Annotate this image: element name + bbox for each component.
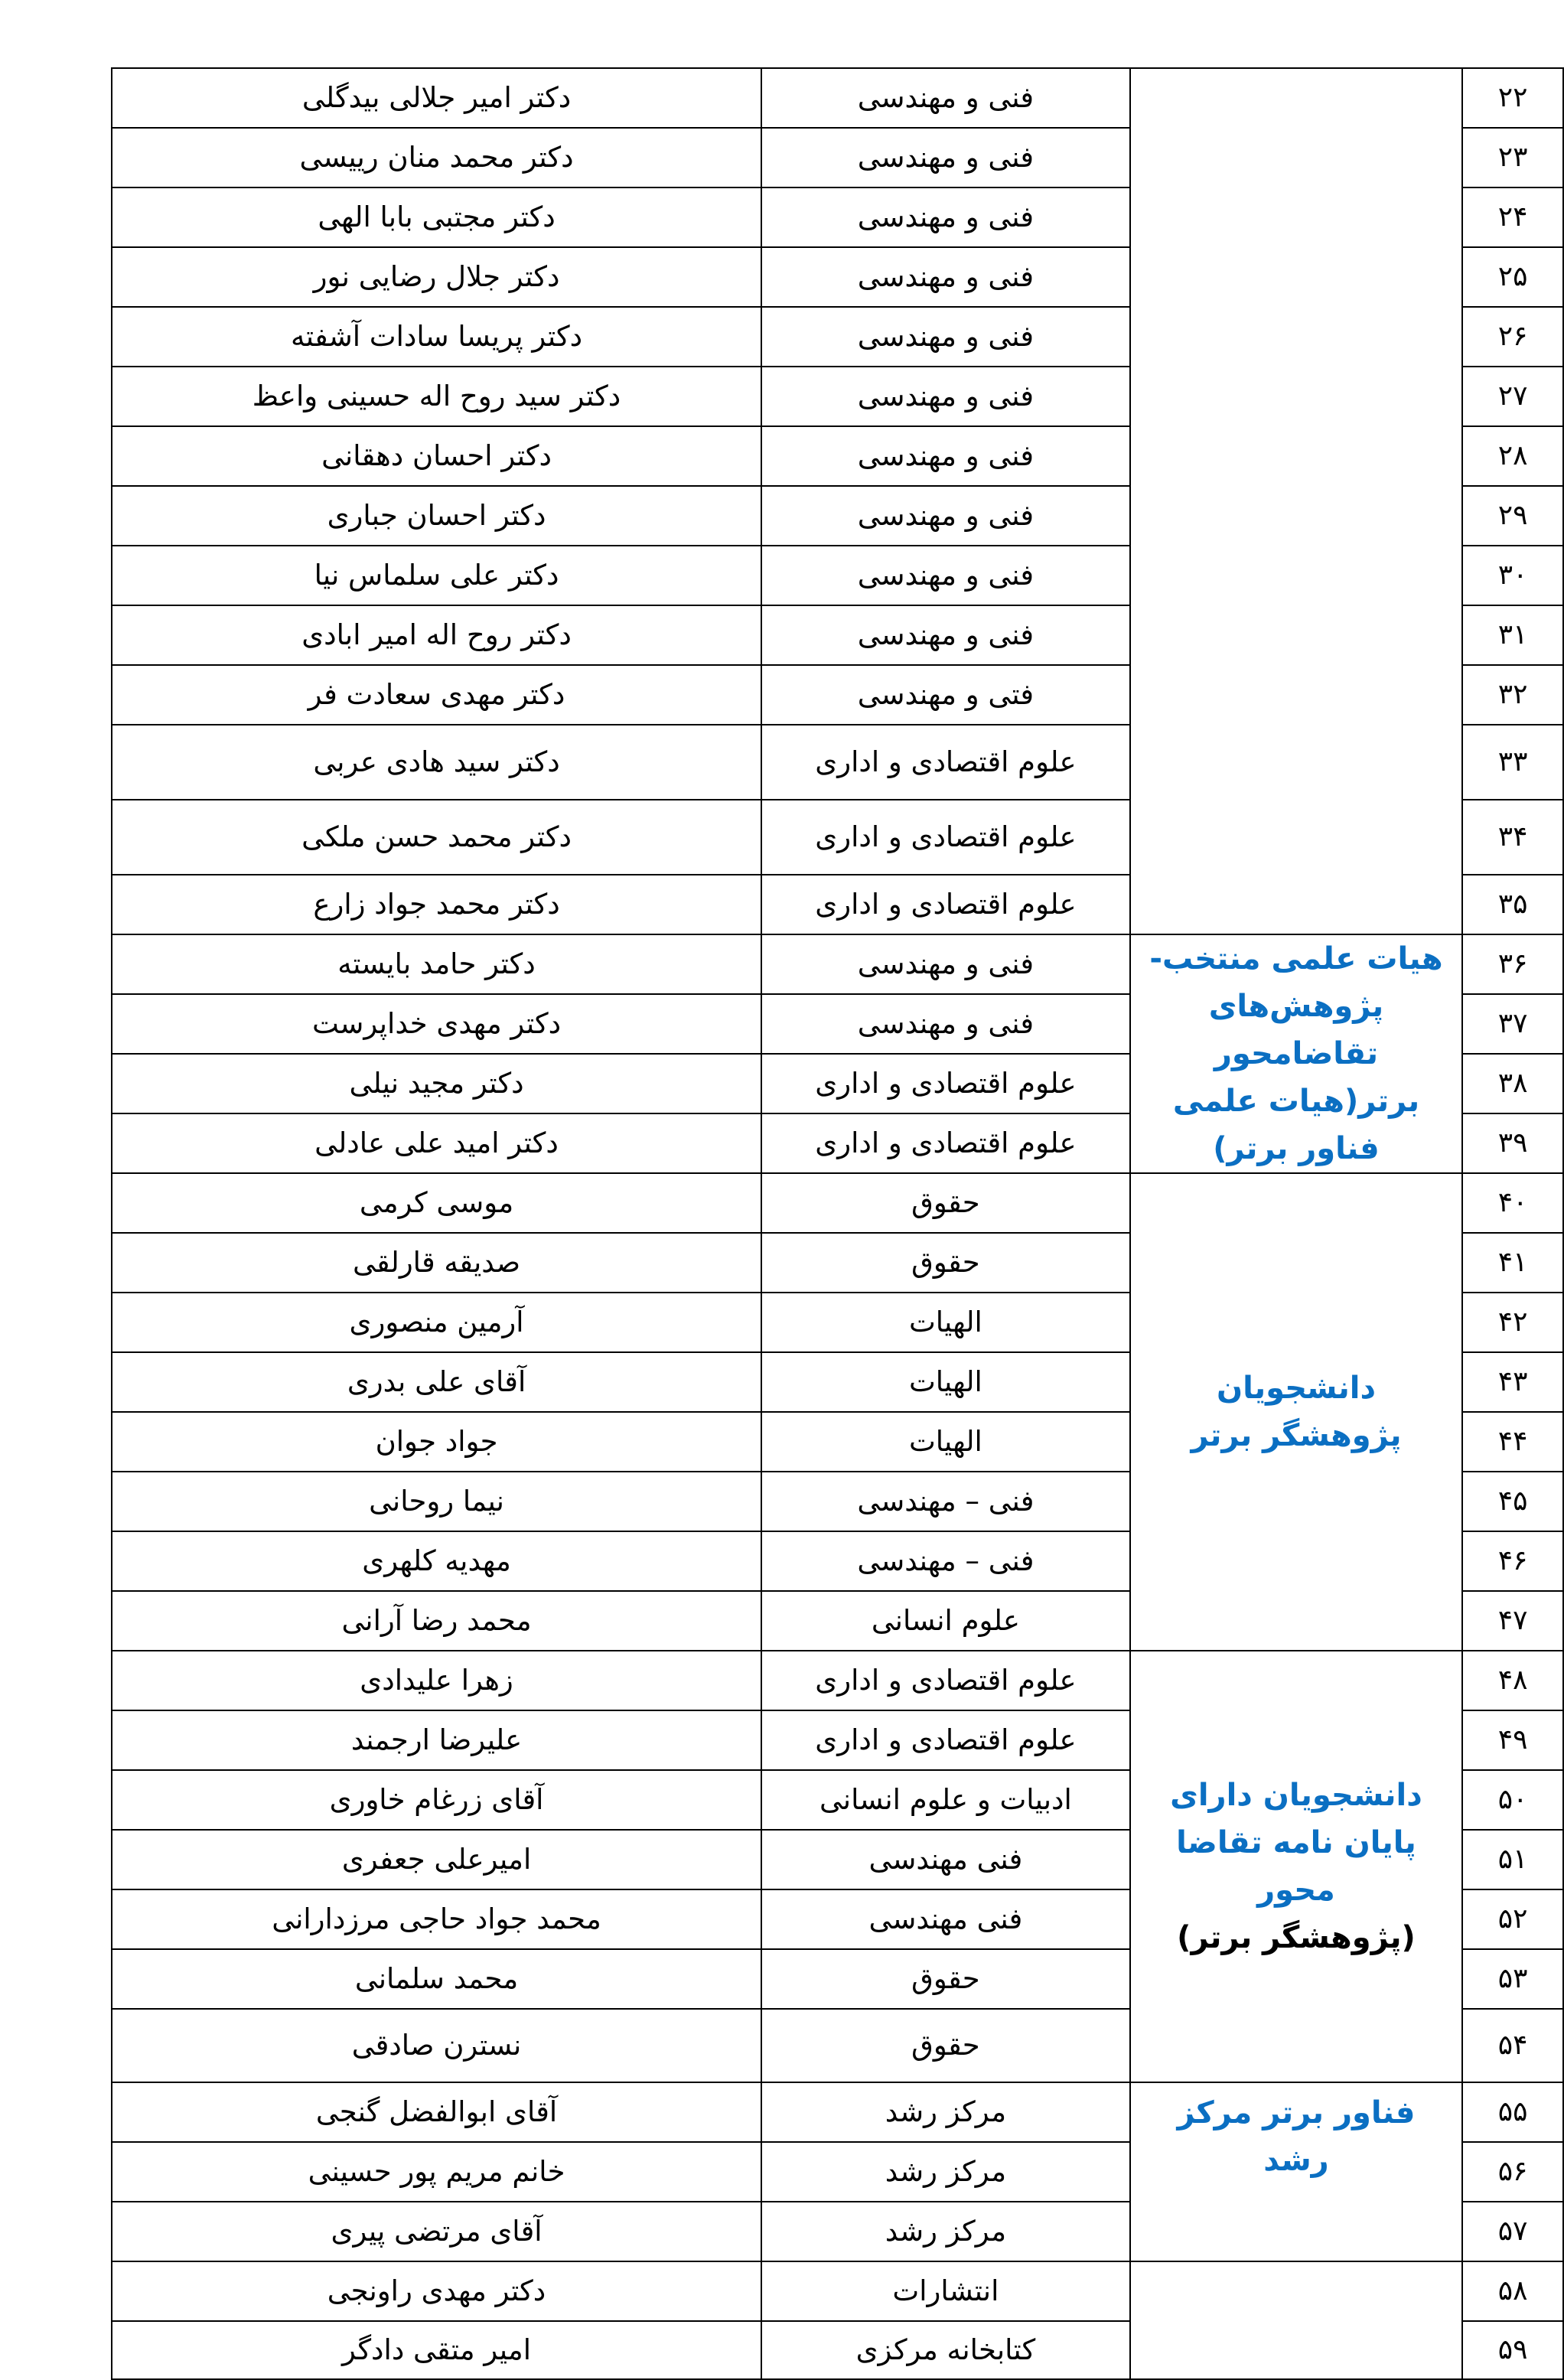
category-label: دانشجویان پژوهشگر برتر (1191, 1371, 1402, 1453)
person-name-cell: دکتر مجتبی بابا الهی (112, 187, 761, 247)
row-number: ۳۵ (1462, 875, 1563, 934)
category-cell-thesis-students (1130, 1651, 1463, 2082)
department-cell: فنی – مهندسی (761, 1531, 1130, 1591)
row-number: ۵۹ (1462, 2321, 1563, 2379)
person-name-cell: دکتر احسان دهقانی (112, 426, 761, 486)
row-number: ۳۴ (1462, 800, 1563, 875)
row-number: ۵۳ (1462, 1949, 1563, 2009)
row-number: ۳۸ (1462, 1054, 1563, 1113)
row-number: ۴۷ (1462, 1591, 1563, 1651)
department-cell: علوم اقتصادی و اداری (761, 1113, 1130, 1173)
person-name-cell: دکتر سید هادی عربی (112, 725, 761, 800)
person-name-cell: محمد سلمانی (112, 1949, 761, 2009)
table-row (112, 2261, 1563, 2321)
category-cell-selected-faculty (1130, 934, 1463, 1173)
department-cell: فنی و مهندسی (761, 546, 1130, 605)
person-name-cell: مهدیه کلهری (112, 1531, 761, 1591)
department-cell: فتی و مهندسی (761, 665, 1130, 725)
row-number: ۴۳ (1462, 1352, 1563, 1412)
person-name-cell: دکتر سید روح اله حسینی واعظ (112, 367, 761, 426)
department-cell: الهیات (761, 1293, 1130, 1352)
department-cell: الهیات (761, 1352, 1130, 1412)
person-name-cell: دکتر مهدی سعادت فر (112, 665, 761, 725)
department-cell: مرکز رشد (761, 2142, 1130, 2202)
row-number: ۳۳ (1462, 725, 1563, 800)
department-cell: الهیات (761, 1412, 1130, 1472)
department-cell: فنی – مهندسی (761, 1472, 1130, 1531)
person-name-cell: آقای مرتضی پیری (112, 2202, 761, 2261)
row-number: ۲۲ (1462, 68, 1563, 128)
row-number: ۲۷ (1462, 367, 1563, 426)
department-cell: حقوق (761, 1173, 1130, 1233)
row-number: ۵۸ (1462, 2261, 1563, 2321)
category-cell-empty (1130, 2261, 1463, 2379)
department-cell: فنی و مهندسی (761, 994, 1130, 1054)
person-name-cell: دکتر مهدی خداپرست (112, 994, 761, 1054)
department-cell: علوم اقتصادی و اداری (761, 800, 1130, 875)
person-name-cell: دکتر روح اله امیر ابادی (112, 605, 761, 665)
category-label-note: (پژوهشگر برتر) (1177, 1920, 1416, 1955)
row-number: ۲۹ (1462, 486, 1563, 546)
person-name-cell: دکتر جلال رضایی نور (112, 247, 761, 307)
category-label: هیات علمی منتخب- پژوهش‌های تقاضامحور برتر(هیات علمی فناور برتر) (1149, 941, 1443, 1166)
category-cell-empty (1130, 68, 1463, 934)
table-row (112, 2082, 1563, 2142)
row-number: ۴۸ (1462, 1651, 1563, 1710)
person-name-cell: آرمین منصوری (112, 1293, 761, 1352)
category-label: فناور برتر مرکز رشد (1177, 2095, 1416, 2178)
department-cell: مرکز رشد (761, 2082, 1130, 2142)
table-row (112, 934, 1563, 994)
row-number: ۵۲ (1462, 1889, 1563, 1949)
person-name-cell: خانم مریم پور حسینی (112, 2142, 761, 2202)
row-number: ۵۱ (1462, 1830, 1563, 1889)
department-cell: علوم اقتصادی و اداری (761, 725, 1130, 800)
row-number: ۵۵ (1462, 2082, 1563, 2142)
department-cell: علوم انسانی (761, 1591, 1130, 1651)
row-number: ۲۸ (1462, 426, 1563, 486)
table-row (112, 1651, 1563, 1710)
department-cell: حقوق (761, 1949, 1130, 2009)
person-name-cell: دکتر مهدی راونجی (112, 2261, 761, 2321)
row-number: ۲۴ (1462, 187, 1563, 247)
department-cell: علوم اقتصادی و اداری (761, 875, 1130, 934)
row-number: ۴۵ (1462, 1472, 1563, 1531)
category-label (1131, 1772, 1462, 1961)
row-number: ۴۰ (1462, 1173, 1563, 1233)
person-name-cell: امیر متقی دادگر (112, 2321, 761, 2379)
person-name-cell: دکتر پریسا سادات آشفته (112, 307, 761, 367)
person-name-cell: نسترن صادقی (112, 2009, 761, 2082)
row-number: ۲۵ (1462, 247, 1563, 307)
department-cell: فنی مهندسی (761, 1889, 1130, 1949)
department-cell: فنی و مهندسی (761, 128, 1130, 187)
person-name-cell: موسی کرمی (112, 1173, 761, 1233)
table-row (112, 68, 1563, 128)
row-number: ۴۲ (1462, 1293, 1563, 1352)
person-name-cell: دکتر احسان جباری (112, 486, 761, 546)
row-number: ۵۴ (1462, 2009, 1563, 2082)
person-name-cell: دکتر علی سلماس نیا (112, 546, 761, 605)
department-cell: حقوق (761, 2009, 1130, 2082)
awardees-table (111, 67, 1564, 2380)
person-name-cell: دکتر حامد بایسته (112, 934, 761, 994)
person-name-cell: آقای زرغام خاوری (112, 1770, 761, 1830)
category-cell-incubator (1130, 2082, 1463, 2261)
person-name-cell: آقای ابوالفضل گنجی (112, 2082, 761, 2142)
row-number: ۲۳ (1462, 128, 1563, 187)
row-number: ۳۰ (1462, 546, 1563, 605)
category-cell-top-students (1130, 1173, 1463, 1651)
row-number: ۵۷ (1462, 2202, 1563, 2261)
department-cell: علوم اقتصادی و اداری (761, 1651, 1130, 1710)
person-name-cell: علیرضا ارجمند (112, 1710, 761, 1770)
person-name-cell: زهرا علیدادی (112, 1651, 761, 1710)
row-number: ۴۹ (1462, 1710, 1563, 1770)
department-cell: فنی و مهندسی (761, 934, 1130, 994)
department-cell: علوم اقتصادی و اداری (761, 1054, 1130, 1113)
department-cell: انتشارات (761, 2261, 1130, 2321)
person-name-cell: دکتر امید علی عادلی (112, 1113, 761, 1173)
table-row (112, 1173, 1563, 1233)
person-name-cell: دکتر محمد حسن ملکی (112, 800, 761, 875)
row-number: ۲۶ (1462, 307, 1563, 367)
department-cell: فنی و مهندسی (761, 68, 1130, 128)
row-number: ۳۱ (1462, 605, 1563, 665)
person-name-cell: آقای علی بدری (112, 1352, 761, 1412)
department-cell: مرکز رشد (761, 2202, 1130, 2261)
row-number: ۵۰ (1462, 1770, 1563, 1830)
row-number: ۴۱ (1462, 1233, 1563, 1293)
department-cell: فنی و مهندسی (761, 187, 1130, 247)
person-name-cell: محمد رضا آرانی (112, 1591, 761, 1651)
department-cell: فنی و مهندسی (761, 307, 1130, 367)
person-name-cell: صدیقه قارلقی (112, 1233, 761, 1293)
department-cell: علوم اقتصادی و اداری (761, 1710, 1130, 1770)
row-number: ۴۶ (1462, 1531, 1563, 1591)
person-name-cell: دکتر مجید نیلی (112, 1054, 761, 1113)
person-name-cell: دکتر محمد منان رییسی (112, 128, 761, 187)
category-label-main: دانشجویان دارای پایان نامه تقاضا محور (1170, 1778, 1422, 1908)
row-number: ۳۷ (1462, 994, 1563, 1054)
person-name-cell: دکتر محمد جواد زارع (112, 875, 761, 934)
department-cell: فنی و مهندسی (761, 486, 1130, 546)
department-cell: ادبیات و علوم انسانی (761, 1770, 1130, 1830)
person-name-cell: دکتر امیر جلالی بیدگلی (112, 68, 761, 128)
department-cell: فنی و مهندسی (761, 426, 1130, 486)
person-name-cell: نیما روحانی (112, 1472, 761, 1531)
row-number: ۳۶ (1462, 934, 1563, 994)
department-cell: فنی و مهندسی (761, 367, 1130, 426)
row-number: ۴۴ (1462, 1412, 1563, 1472)
person-name-cell: محمد جواد حاجی مرزدارانی (112, 1889, 761, 1949)
row-number: ۳۲ (1462, 665, 1563, 725)
person-name-cell: جواد جوان (112, 1412, 761, 1472)
row-number: ۳۹ (1462, 1113, 1563, 1173)
department-cell: حقوق (761, 1233, 1130, 1293)
department-cell: فنی و مهندسی (761, 605, 1130, 665)
department-cell: فنی و مهندسی (761, 247, 1130, 307)
person-name-cell: امیرعلی جعفری (112, 1830, 761, 1889)
department-cell: فنی مهندسی (761, 1830, 1130, 1889)
row-number: ۵۶ (1462, 2142, 1563, 2202)
department-cell: کتابخانه مرکزی (761, 2321, 1130, 2379)
